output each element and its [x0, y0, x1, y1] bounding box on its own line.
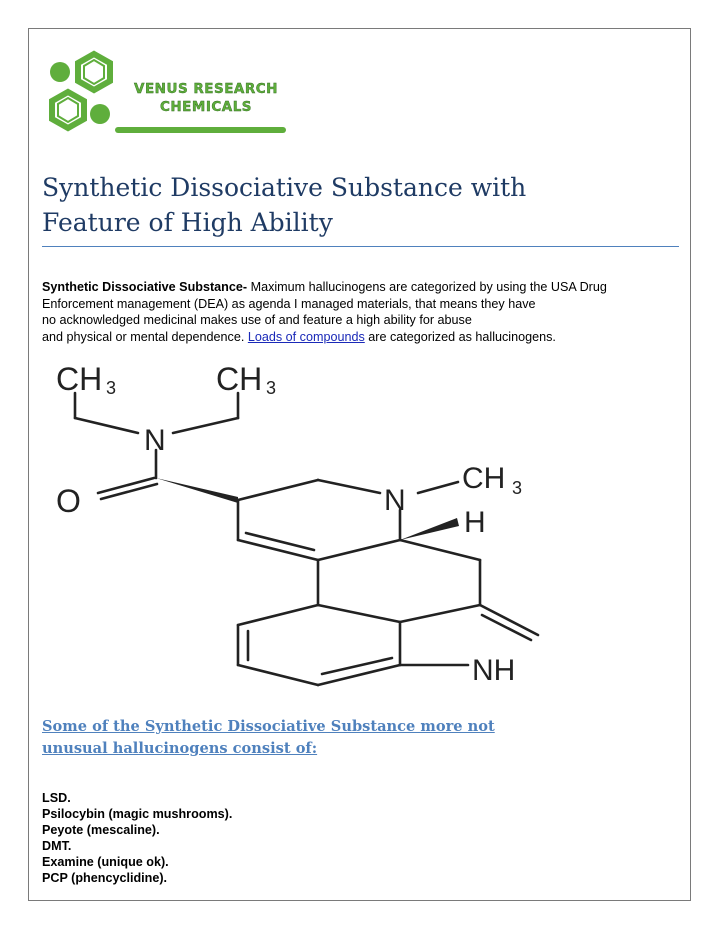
- intro-lead: Synthetic Dissociative Substance-: [42, 280, 248, 294]
- title-line-2: Feature of High Ability: [42, 208, 333, 237]
- subhead-line-1: Some of the Synthetic Dissociative Substance more not: [42, 718, 495, 735]
- list-item: DMT.: [42, 839, 72, 853]
- title-line-1: Synthetic Dissociative Substance with: [42, 173, 527, 202]
- list-item: LSD.: [42, 791, 71, 805]
- title-divider: [42, 246, 679, 247]
- section-subheading: [42, 716, 562, 760]
- atom-nh: NH: [472, 654, 516, 687]
- intro-line-1: [42, 279, 682, 296]
- logo-line-2: CHEMICALS: [159, 99, 253, 115]
- atom-ch3-left: CH: [56, 361, 103, 397]
- atom-sub-right: 3: [512, 478, 523, 498]
- intro-line-4-end: are categorized as hallucinogens.: [364, 329, 556, 344]
- logo-text: [116, 80, 296, 116]
- compounds-link[interactable]: Loads of compounds: [247, 329, 365, 344]
- atom-o: O: [56, 483, 81, 519]
- intro-line-3: no acknowledged medicinal makes use of and feature a high ability for abuse: [42, 313, 472, 327]
- atom-ch3-mid: CH: [216, 361, 263, 397]
- atom-sub-mid: 3: [266, 378, 277, 398]
- atom-n-ring: N: [384, 484, 406, 517]
- logo-line-1: VENUS RESEARCH: [134, 81, 278, 97]
- subhead-line-2: unusual hallucinogens consist of:: [42, 740, 318, 757]
- intro-line-4-start: and physical or mental dependence.: [42, 329, 248, 344]
- list-item: Psilocybin (magic mushrooms).: [42, 807, 233, 821]
- intro-paragraph: [42, 279, 682, 345]
- atom-n-amide: N: [144, 424, 166, 457]
- molecule-structure-diagram: [50, 360, 580, 690]
- hallucinogen-list: [42, 790, 232, 886]
- list-item: PCP (phencyclidine).: [42, 871, 168, 885]
- atom-h: H: [464, 506, 486, 539]
- intro-line-4: [42, 329, 682, 346]
- intro-line-2: Enforcement management (DEA) as agenda I managed materials, that means they have: [42, 296, 536, 311]
- list-item: Peyote (mescaline).: [42, 823, 160, 837]
- wedge-bond: [156, 478, 238, 503]
- intro-line-1-text: Maximum hallucinogens are categorized by using the USA Drug: [247, 280, 607, 294]
- wedge-bond-h: [400, 518, 459, 540]
- atom-ch3-right: CH: [462, 462, 506, 495]
- list-item: Examine (unique ok).: [42, 855, 169, 869]
- atom-sub-left: 3: [106, 378, 117, 398]
- page-title: [42, 170, 662, 240]
